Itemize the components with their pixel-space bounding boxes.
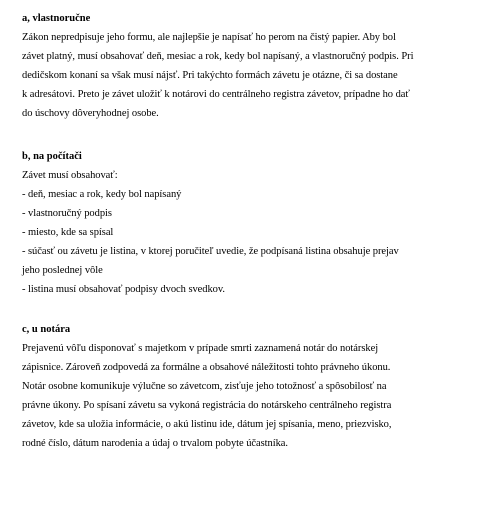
- section-notary: [22, 320, 472, 453]
- list-item-continuation: jeho poslednej vôle: [22, 265, 103, 276]
- text-line: zápisnice. Zároveň zodpovedá za formálne a obsahové náležitosti tohto právneho úkonu.: [22, 362, 391, 373]
- section-handwritten: [22, 9, 472, 123]
- text-line: dedičskom konaní sa však musí nájsť. Pri takýchto formách závetu je otázne, či sa dostane: [22, 70, 398, 81]
- list-item: - deň, mesiac a rok, kedy bol napísaný: [22, 189, 182, 200]
- list-item: - súčasť ou závetu je listina, v ktorej poručiteľ uvedie, že podpísaná listina obsahuje prejav: [22, 246, 399, 257]
- text-line: Notár osobne komunikuje výlučne so závetcom, zisťuje jeho totožnosť a spôsobilosť na: [22, 381, 387, 392]
- section-computer: [22, 147, 472, 299]
- list-item: - vlastnoručný podpis: [22, 208, 112, 219]
- text-line: právne úkony. Po spísaní závetu sa vykoná registrácia do notárskeho centrálneho registra: [22, 400, 392, 411]
- section-heading: c, u notára: [22, 324, 71, 335]
- text-line: závet platný, musí obsahovať deň, mesiac a rok, kedy bol napísaný, a vlastnoručný podpis. Pri: [22, 51, 414, 62]
- text-line: Zákon nepredpisuje jeho formu, ale najlepšie je napísať ho perom na čistý papier. Aby bol: [22, 32, 396, 43]
- text-line: do úschovy dôveryhodnej osobe.: [22, 108, 159, 119]
- list-item: - miesto, kde sa spísal: [22, 227, 114, 238]
- text-line: Prejavenú vôľu disponovať s majetkom v prípade smrti zaznamená notár do notárskej: [22, 343, 379, 354]
- text-line: k adresátovi. Preto je závet uložiť k notárovi do centrálneho registra závetov, prípadne ho dať: [22, 89, 410, 100]
- section-heading: a, vlastnoručne: [22, 13, 91, 24]
- list-item: - listina musí obsahovať podpisy dvoch svedkov.: [22, 284, 225, 295]
- text-line: závetov, kde sa uložia informácie, o akú listinu ide, dátum jej spísania, meno, priezvisko,: [22, 419, 392, 430]
- section-heading: b, na počítači: [22, 151, 82, 162]
- text-line: Závet musí obsahovať:: [22, 170, 118, 181]
- text-line: rodné číslo, dátum narodenia a údaj o trvalom pobyte účastníka.: [22, 438, 288, 449]
